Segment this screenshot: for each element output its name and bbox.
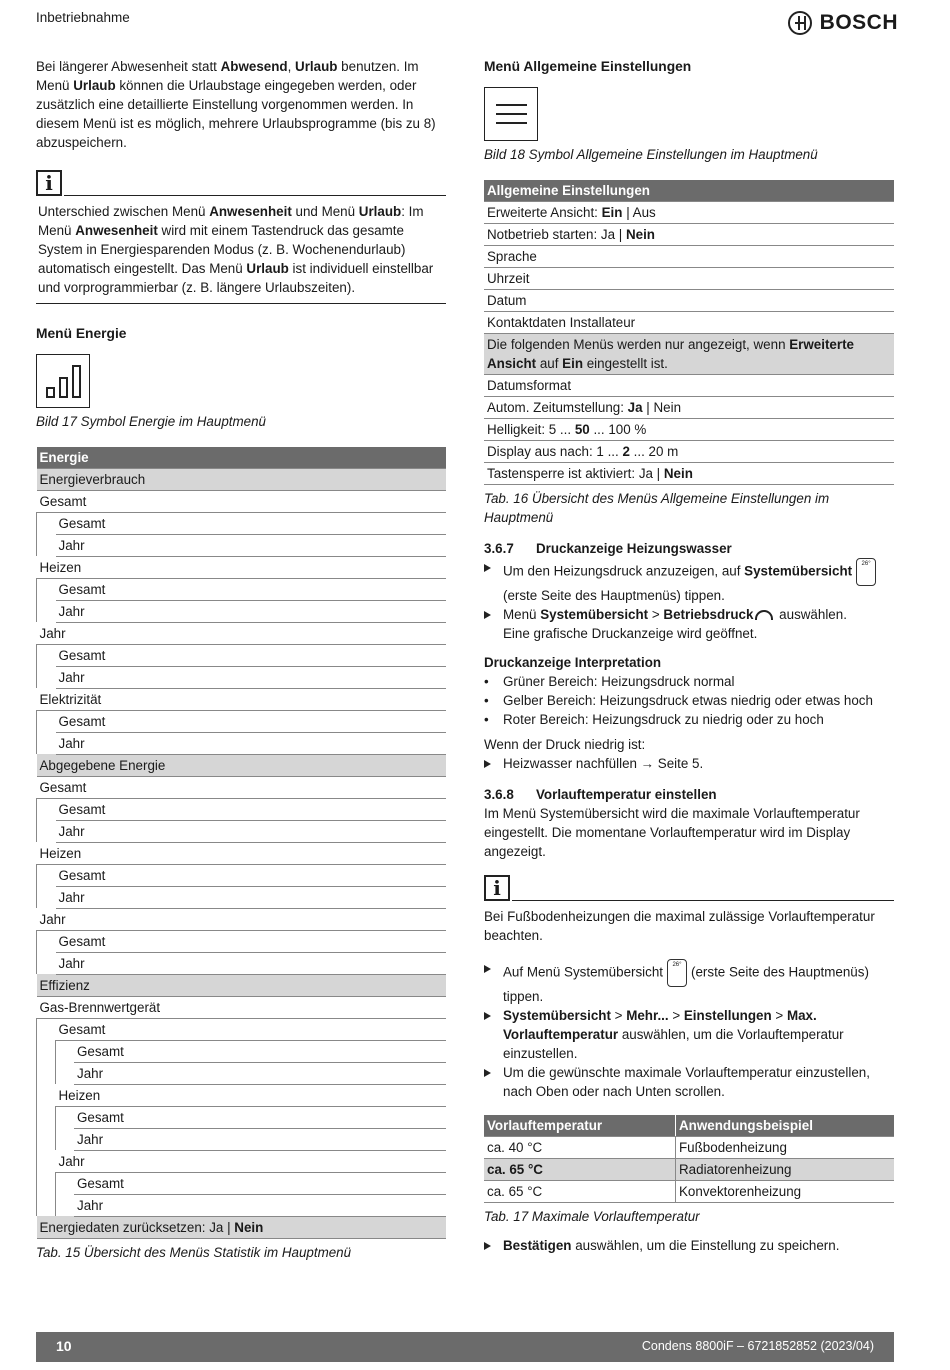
table-cell (56, 798, 447, 820)
info-note-2 (484, 875, 894, 945)
indent-cell (37, 1150, 56, 1172)
cell-bold: Ja (627, 399, 643, 415)
page-number: 10 (56, 1338, 72, 1355)
cell-text: Effizienz (39, 977, 90, 993)
cell-text: Jahr (77, 1197, 104, 1213)
indent-cell (37, 512, 56, 534)
table-row (37, 864, 447, 886)
indent-cell (37, 930, 56, 952)
indent-cell (37, 578, 56, 600)
table-row (37, 1172, 447, 1194)
table-row (37, 886, 447, 908)
list-item (484, 672, 894, 691)
cell-text: Datumsformat (487, 377, 572, 393)
table-cell (484, 180, 894, 202)
cell-text: Energieverbrauch (39, 471, 146, 487)
table-row (37, 1040, 447, 1062)
cell-text: Tastensperre ist aktiviert: Ja | (487, 465, 664, 481)
cell-text: Gesamt (58, 647, 106, 663)
cell-text: Jahr (58, 669, 85, 685)
cell-text: eingestellt ist. (583, 355, 668, 371)
cell-bold: Nein (234, 1219, 264, 1235)
table-cell: Radiatorenheizung (676, 1159, 895, 1181)
cell-text: Gesamt (58, 1021, 106, 1037)
table-row (37, 622, 447, 644)
table-row (37, 490, 447, 512)
table-cell (37, 1216, 447, 1238)
table-cell (484, 223, 894, 245)
table-row (484, 396, 894, 418)
table-row (37, 1062, 447, 1084)
cell-text: Gesamt (77, 1109, 124, 1125)
cell-text: Allgemeine Einstellungen (487, 182, 650, 198)
header-cell: Anwendungsbeispiel (676, 1115, 895, 1137)
table-cell (56, 644, 447, 666)
cell-text: Heizen (58, 1087, 101, 1103)
table-row (484, 1181, 894, 1203)
indent-cell (56, 1062, 75, 1084)
table-cell (56, 600, 447, 622)
menu-icon (485, 88, 537, 140)
info-icon: i (484, 875, 510, 901)
indent-cell (37, 1128, 56, 1150)
table-cell (56, 930, 447, 952)
table-row (37, 1018, 447, 1040)
indent-cell (37, 666, 56, 688)
cell-text: Heizen (39, 845, 82, 861)
energy-symbol (36, 354, 90, 408)
cell-bold: Erweiterte Ansicht (487, 336, 854, 371)
list-item (484, 691, 894, 710)
cell-bold: 2 (622, 443, 630, 459)
cell-bold: Nein (663, 465, 693, 481)
table-row (37, 512, 447, 534)
cell-text: Jahr (58, 823, 85, 839)
cell-text: ... 20 m (629, 443, 679, 459)
indent-cell (37, 864, 56, 886)
table-row (484, 311, 894, 333)
table-cell (37, 842, 447, 864)
table-cell (56, 1150, 447, 1172)
table-row (37, 820, 447, 842)
cell-text: Jahr (77, 1065, 104, 1081)
table-cell (56, 1018, 447, 1040)
cell-text: ... 100 % (589, 421, 647, 437)
cell-text: auf (536, 355, 563, 371)
table-cell (56, 534, 447, 556)
table-cell (484, 289, 894, 311)
step-1: Um den Heizungsdruck anzuzeigen, auf Systemübersicht 26°(erste Seite des Hauptmenüs) tippen. (484, 558, 894, 605)
settings-heading: Menü Allgemeine Einstellungen (484, 59, 692, 74)
table-cell (37, 776, 447, 798)
cell-text: Jahr (58, 735, 85, 751)
table-row (37, 1084, 447, 1106)
indent-cell (37, 820, 56, 842)
info-text-2: Bei Fußbodenheizungen die maximal zulässige Vorlauftemperatur beachten. (484, 909, 875, 944)
cell-text: Jahr (58, 955, 85, 971)
list-item-text: Roter Bereich: Heizungsdruck zu niedrig oder zu hoch (503, 711, 824, 727)
brand-name: BOSCH (819, 11, 898, 34)
table-row (37, 447, 447, 469)
table-cell: Fußbodenheizung (676, 1137, 895, 1159)
table-cell (37, 996, 447, 1018)
table-cell (484, 311, 894, 333)
brand-logo (788, 8, 898, 38)
cell-text: Heizen (39, 559, 82, 575)
table-cell (484, 396, 894, 418)
cell-text: Gesamt (58, 515, 106, 531)
cell-text: Gas-Brennwertgerät (39, 999, 161, 1015)
list-item (484, 710, 894, 729)
cell-text: | Nein (642, 399, 682, 415)
cell-text: Jahr (77, 1131, 104, 1147)
temp-step-3: Um die gewünschte maximale Vorlauftemperatur einzustellen, nach Oben oder nach Unten scrollen. (484, 1063, 894, 1101)
table-cell (56, 666, 447, 688)
figure-caption: Bild 17 Symbol Energie im Hauptmenü (36, 413, 266, 429)
temperature-table (484, 1115, 894, 1203)
table-cell (484, 245, 894, 267)
cell-bold: Ein (601, 204, 623, 220)
table-row (484, 1137, 894, 1159)
table-row (37, 644, 447, 666)
temp-step-2: Systemübersicht > Mehr... > Einstellungen > Max. Vorlauftemperatur auswählen, um die Vorlauftemperatur einzustellen. (484, 1006, 894, 1063)
arrow-icon (484, 760, 491, 768)
table-cell (37, 447, 447, 469)
left-column (36, 57, 446, 1262)
table-cell: ca. 65 °C (484, 1159, 676, 1181)
table-cell (74, 1172, 446, 1194)
table-row (37, 710, 447, 732)
list-item-text: Gelber Bereich: Heizungsdruck etwas niedrig oder etwas hoch (503, 692, 873, 708)
indent-cell (37, 534, 56, 556)
table-row (37, 842, 447, 864)
settings-table (484, 180, 894, 485)
cell-text: Kontaktdaten Installateur (487, 314, 636, 330)
table-cell (484, 418, 894, 440)
cell-text: Gesamt (58, 867, 106, 883)
table-row (37, 534, 447, 556)
section-367-heading: 3.6.7 Druckanzeige Heizungswasser (484, 540, 732, 556)
list-item-text: Grüner Bereich: Heizungsdruck normal (503, 673, 735, 689)
table-cell (74, 1062, 446, 1084)
table-row (484, 462, 894, 484)
section-368-heading: 3.6.8 Vorlauftemperatur einstellen (484, 786, 717, 802)
table-cell (56, 952, 447, 974)
table-row (37, 996, 447, 1018)
energy-table (36, 447, 446, 1239)
table-row (37, 666, 447, 688)
table-cell (37, 754, 447, 776)
table-row (484, 180, 894, 202)
indent-cell (37, 732, 56, 754)
table-cell (484, 267, 894, 289)
indent-cell (56, 1128, 75, 1150)
table-row (37, 754, 447, 776)
table-cell (484, 374, 894, 396)
cell-text: Jahr (58, 1153, 85, 1169)
energy-bars-icon (37, 355, 89, 407)
indent-cell (37, 710, 56, 732)
table-cell (37, 622, 447, 644)
cell-text: Energie (39, 449, 89, 465)
info-note (36, 170, 446, 304)
figure-caption: Bild 18 Symbol Allgemeine Einstellungen im Hauptmenü (484, 146, 818, 162)
table-row (37, 930, 447, 952)
cell-text: Elektrizität (39, 691, 102, 707)
cell-text: Erweiterte Ansicht: (487, 204, 602, 220)
header-cell: Vorlauftemperatur (484, 1115, 676, 1137)
arrow-icon (484, 1069, 491, 1077)
table-cell (37, 908, 447, 930)
table-cell (56, 732, 447, 754)
indent-cell (37, 952, 56, 974)
info-icon: i (36, 170, 62, 196)
table-row (484, 1159, 894, 1181)
section-368-text: Im Menü Systemübersicht wird die maximale Vorlauftemperatur eingestellt. Die momentane Vorlauftemperatur wird im Display angezeigt. (484, 806, 860, 860)
table-cell (484, 440, 894, 462)
table-row (484, 223, 894, 245)
bullet-icon: • (484, 673, 489, 689)
table-row (484, 333, 894, 374)
table-row (37, 1216, 447, 1238)
page-footer (36, 1332, 894, 1362)
table-row (37, 600, 447, 622)
table-cell (56, 578, 447, 600)
cell-text: Uhrzeit (487, 270, 530, 286)
cell-text: Display aus nach: 1 ... (487, 443, 623, 459)
table-cell (484, 333, 894, 374)
cell-text: Datum (487, 292, 527, 308)
vacation-paragraph: Bei längerer Abwesenheit statt Abwesend, Urlaub benutzen. Im Menü Urlaub können die Urlaubstage eingegeben werden, oder zusätzlich eine detaillierte Einstellung vorgenommen werden. In diesem Menü ist es möglich, mehrere Urlaubsprogramme (bis zu 8) abzuspeichern. (36, 59, 436, 151)
table-cell (37, 688, 447, 710)
interpretation-list (484, 672, 894, 729)
cell-text: Gesamt (77, 1043, 124, 1059)
system-overview-icon: 26° (667, 959, 687, 987)
table-cell (56, 864, 447, 886)
indent-cell (56, 1040, 75, 1062)
table-row (37, 974, 447, 996)
indent-cell (37, 1040, 56, 1062)
bullet-icon: • (484, 711, 489, 727)
arrow-icon (484, 1012, 491, 1020)
cell-text: Gesamt (77, 1175, 124, 1191)
table-row (484, 267, 894, 289)
step-2: Menü Systemübersicht > Betriebsdruck auswählen. Eine grafische Druckanzeige wird geöffnet. (484, 605, 894, 643)
cell-text: Gesamt (58, 801, 106, 817)
temp-step-1: Auf Menü Systemübersicht 26° (erste Seite des Hauptmenüs) tippen. (484, 959, 894, 1006)
table-cell (56, 820, 447, 842)
table-row (37, 952, 447, 974)
indent-cell (37, 644, 56, 666)
interpretation-heading: Druckanzeige Interpretation (484, 654, 662, 670)
cell-text: Jahr (39, 911, 66, 927)
cell-text: Notbetrieb starten: Ja | (487, 226, 626, 242)
document-id: Condens 8800iF – 6721852852 (2023/04) (641, 1339, 874, 1354)
table-row (484, 245, 894, 267)
indent-cell (37, 1062, 56, 1084)
table-row (484, 374, 894, 396)
table-row (37, 798, 447, 820)
confirm-step: Bestätigen auswählen, um die Einstellung zu speichern. (484, 1236, 894, 1255)
indent-cell (56, 1106, 75, 1128)
refill-step: Heizwasser nachfüllen → Seite 5. (484, 754, 894, 773)
system-overview-icon: 26° (856, 558, 876, 586)
table-cell (74, 1106, 446, 1128)
table-row (484, 418, 894, 440)
indent-cell (37, 1194, 56, 1216)
info-text: Unterschied zwischen Menü Anwesenheit und Menü Urlaub: Im Menü Anwesenheit wird mit einem Tastendruck das gesamte System in Energiesparenden Modus (z. B. Wochenendurlaub) automatisch eingestellt. Das Menü Urlaub ist individuell einstellbar und vorprogrammierbar (z. B. längere Urlaubszeiten). (36, 196, 446, 304)
table-row (37, 556, 447, 578)
energy-heading: Menü Energie (36, 326, 127, 342)
settings-symbol (484, 87, 538, 141)
cell-text: Jahr (39, 625, 66, 641)
table-cell (56, 710, 447, 732)
table-row (37, 688, 447, 710)
table-row (37, 468, 447, 490)
right-column (484, 57, 894, 1255)
section-header: Inbetriebnahme (36, 10, 130, 25)
indent-cell (37, 798, 56, 820)
table-cell (56, 512, 447, 534)
table-row (37, 1150, 447, 1172)
table-cell (56, 1084, 447, 1106)
table-cell (484, 462, 894, 484)
table-cell (37, 556, 447, 578)
table-row (484, 440, 894, 462)
cell-text: Gesamt (58, 581, 106, 597)
table-cell (74, 1040, 446, 1062)
cell-text: Helligkeit: 5 ... (487, 421, 575, 437)
cell-text: Autom. Zeitumstellung: (487, 399, 628, 415)
table-cell (74, 1194, 446, 1216)
table-row (37, 908, 447, 930)
table-cell (37, 490, 447, 512)
indent-cell (37, 1084, 56, 1106)
table-row (37, 1128, 447, 1150)
arrow-icon (484, 1242, 491, 1250)
table-cell: Konvektorenheizung (676, 1181, 895, 1203)
cell-bold: Nein (625, 226, 655, 242)
table-cell (37, 468, 447, 490)
cell-text: Gesamt (39, 779, 87, 795)
table-caption: Tab. 17 Maximale Vorlauftemperatur (484, 1209, 700, 1225)
cell-text: Sprache (487, 248, 537, 264)
cell-text: | Aus (622, 204, 656, 220)
cell-text: Gesamt (39, 493, 87, 509)
indent-cell (37, 600, 56, 622)
table-cell (56, 886, 447, 908)
cell-text: Jahr (58, 603, 85, 619)
indent-cell (37, 1172, 56, 1194)
cell-text: Jahr (58, 889, 85, 905)
table-row (37, 1194, 447, 1216)
table-row (37, 1106, 447, 1128)
table-row (37, 776, 447, 798)
low-pressure-text: Wenn der Druck niedrig ist: (484, 736, 646, 752)
arrow-icon (484, 611, 491, 619)
table-row (37, 732, 447, 754)
pressure-gauge-icon (755, 610, 773, 620)
table-cell (37, 974, 447, 996)
cell-text: Energiedaten zurücksetzen: Ja | (39, 1219, 235, 1235)
table-row (484, 289, 894, 311)
indent-cell (37, 886, 56, 908)
table-cell: ca. 65 °C (484, 1181, 676, 1203)
table-caption: Tab. 15 Übersicht des Menüs Statistik im Hauptmenü (36, 1244, 352, 1260)
table-row (484, 201, 894, 223)
cell-bold: 50 (574, 421, 590, 437)
table-caption: Tab. 16 Übersicht des Menüs Allgemeine Einstellungen im Hauptmenü (484, 490, 830, 525)
table-cell: ca. 40 °C (484, 1137, 676, 1159)
cell-text: Gesamt (58, 713, 106, 729)
cell-text: Jahr (58, 537, 85, 553)
cell-text: Abgegebene Energie (39, 757, 166, 773)
indent-cell (37, 1018, 56, 1040)
indent-cell (56, 1194, 75, 1216)
cell-bold: Ein (562, 355, 584, 371)
bosch-logo-icon (788, 11, 812, 35)
table-cell (74, 1128, 446, 1150)
table-cell (484, 201, 894, 223)
arrow-icon (484, 564, 491, 572)
cell-text: Die folgenden Menüs werden nur angezeigt, wenn (487, 336, 790, 352)
cell-text: Gesamt (58, 933, 106, 949)
arrow-icon (484, 965, 491, 973)
indent-cell (56, 1172, 75, 1194)
table-header-row (484, 1115, 894, 1137)
indent-cell (37, 1106, 56, 1128)
bullet-icon: • (484, 692, 489, 708)
table-row (37, 578, 447, 600)
